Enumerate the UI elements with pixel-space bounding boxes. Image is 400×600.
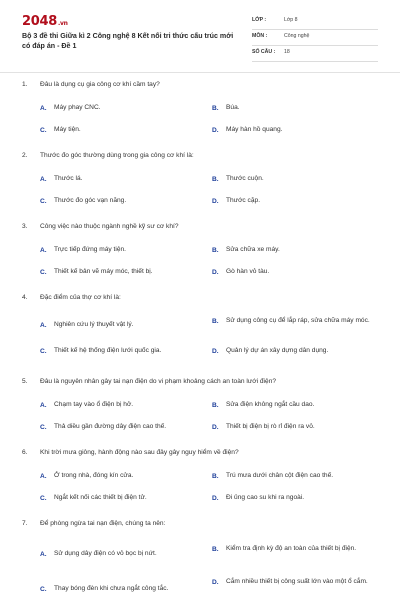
option-letter: D. (212, 347, 219, 355)
option-text: Đi ủng cao su khi ra ngoài. (226, 494, 305, 501)
option-text: Thước đo góc vạn năng. (54, 197, 127, 204)
option-letter: A. (40, 175, 47, 183)
question-number: 6. (22, 449, 28, 456)
option-c[interactable] (40, 422, 200, 432)
option-c[interactable] (40, 493, 200, 503)
question-number: 2. (22, 152, 28, 159)
option-b[interactable] (212, 544, 382, 554)
site-logo[interactable] (22, 14, 68, 29)
option-letter: C. (40, 197, 47, 205)
option-c[interactable] (40, 584, 200, 594)
option-a[interactable] (40, 549, 200, 559)
option-d[interactable] (212, 422, 382, 432)
meta-row-class (252, 14, 378, 30)
option-text: Thả diều gần đường dây điện cao thế. (54, 423, 167, 430)
question-number: 7. (22, 520, 28, 527)
question-text: Đâu là nguyên nhân gây tai nạn điện do vi phạm khoảng cách an toàn lưới điện? (40, 378, 277, 385)
option-letter: D. (212, 423, 219, 431)
option-text: Sửa chữa xe máy. (226, 246, 280, 253)
option-a[interactable] (40, 174, 200, 184)
option-c[interactable] (40, 267, 200, 277)
document-title: Bộ 3 đề thi Giữa kì 2 Công nghệ 8 Kết nối tri thức cấu trúc mới có đáp án - Đề 1 (22, 32, 234, 50)
option-letter: B. (212, 104, 219, 112)
question-number: 4. (22, 294, 28, 301)
option-b[interactable] (212, 245, 382, 255)
option-letter: D. (212, 197, 219, 205)
option-letter: B. (212, 175, 219, 183)
option-a[interactable] (40, 245, 200, 255)
option-letter: B. (212, 472, 219, 480)
option-text: Quản lý dự án xây dựng dân dụng. (226, 347, 329, 354)
meta-key: MÔN : (252, 33, 268, 39)
option-c[interactable] (40, 346, 200, 356)
meta-key: LỚP : (252, 17, 267, 23)
option-text: Kiểm tra định kỳ độ an toàn của thiết bị điện. (226, 545, 357, 552)
option-b[interactable] (212, 174, 382, 184)
question-text: Để phòng ngừa tai nạn điện, chúng ta nên: (40, 520, 166, 527)
option-letter: A. (40, 321, 47, 329)
meta-row-count (252, 46, 378, 62)
option-letter: C. (40, 126, 47, 134)
option-text: Nghiên cứu lý thuyết vật lý. (54, 321, 134, 328)
option-text: Sửa điện không ngắt cầu dao. (226, 401, 315, 408)
option-text: Thiết bị điện bị rò rỉ điện ra vỏ. (226, 423, 315, 430)
option-text: Máy hàn hồ quang. (226, 126, 283, 133)
option-text: Trú mưa dưới chân cột điện cao thế. (226, 472, 334, 479)
option-text: Máy tiện. (54, 126, 81, 133)
meta-table (252, 14, 378, 62)
option-letter: A. (40, 104, 47, 112)
option-letter: C. (40, 268, 47, 276)
option-letter: D. (212, 268, 219, 276)
option-letter: C. (40, 494, 47, 502)
meta-value: Công nghệ (284, 33, 310, 39)
meta-value: 18 (284, 49, 290, 55)
option-letter: D. (212, 494, 219, 502)
question-text: Đâu là dụng cụ gia công cơ khí cầm tay? (40, 81, 160, 88)
header-divider (0, 72, 400, 73)
question-number: 5. (22, 378, 28, 385)
meta-row-subject (252, 30, 378, 46)
meta-value: Lớp 8 (284, 17, 298, 23)
option-letter: B. (212, 317, 219, 325)
option-text: Thước cuộn. (226, 175, 264, 182)
meta-key: SỐ CÂU : (252, 49, 276, 55)
option-text: Chạm tay vào ổ điện bị hở. (54, 401, 134, 408)
option-text: Ở trong nhà, đóng kín cửa. (54, 472, 134, 479)
document-header (0, 0, 400, 72)
option-c[interactable] (40, 196, 200, 206)
question-text: Đặc điểm của thợ cơ khí là: (40, 294, 121, 301)
option-letter: C. (40, 585, 47, 593)
option-text: Thước cặp. (226, 197, 261, 204)
logo-tld: .vn (57, 20, 68, 27)
option-text: Gò hàn vỏ tàu. (226, 268, 270, 275)
option-a[interactable] (40, 320, 200, 330)
option-letter: C. (40, 347, 47, 355)
logo-main: 2048 (22, 14, 57, 29)
option-letter: A. (40, 550, 47, 558)
option-text: Búa. (226, 104, 240, 111)
question-number: 3. (22, 223, 28, 230)
option-text: Thiết kế hệ thống điện lưới quốc gia. (54, 347, 162, 354)
option-a[interactable] (40, 103, 200, 113)
option-text: Sử dụng dây điện có vỏ bọc bị nứt. (54, 550, 157, 557)
option-text: Trực tiếp đứng máy tiện. (54, 246, 126, 253)
option-a[interactable] (40, 400, 200, 410)
option-a[interactable] (40, 471, 200, 481)
option-text: Thước lá. (54, 175, 83, 182)
option-text: Sử dụng công cụ để lắp ráp, sửa chữa máy móc. (226, 317, 370, 324)
option-b[interactable] (212, 400, 382, 410)
option-c[interactable] (40, 125, 200, 135)
question-text: Thước đo góc thường dùng trong gia công cơ khí là: (40, 152, 194, 159)
option-letter: A. (40, 472, 47, 480)
option-letter: B. (212, 545, 219, 553)
option-letter: B. (212, 246, 219, 254)
option-letter: A. (40, 246, 47, 254)
option-text: Thay bóng đèn khi chưa ngắt công tắc. (54, 585, 169, 592)
question-number: 1. (22, 81, 28, 88)
option-letter: D. (212, 126, 219, 134)
option-b[interactable] (212, 316, 382, 326)
option-text: Máy phay CNC. (54, 104, 101, 111)
question-text: Công việc nào thuộc ngành nghề kỹ sư cơ khí? (40, 223, 179, 230)
option-letter: C. (40, 423, 47, 431)
option-d[interactable] (212, 577, 382, 587)
option-text: Cắm nhiều thiết bị công suất lớn vào một ổ cắm. (226, 578, 368, 585)
option-d[interactable] (212, 196, 382, 206)
option-d[interactable] (212, 267, 382, 277)
option-letter: B. (212, 401, 219, 409)
option-b[interactable] (212, 471, 382, 481)
option-d[interactable] (212, 125, 382, 135)
option-b[interactable] (212, 103, 382, 113)
option-text: Ngắt kết nối các thiết bị điện tử. (54, 494, 147, 501)
option-d[interactable] (212, 346, 382, 356)
option-letter: D. (212, 578, 219, 586)
option-d[interactable] (212, 493, 382, 503)
option-letter: A. (40, 401, 47, 409)
question-text: Khi trời mưa giông, hành động nào sau đây gây nguy hiểm về điện? (40, 449, 239, 456)
option-text: Thiết kế bản vẽ máy móc, thiết bị. (54, 268, 153, 275)
